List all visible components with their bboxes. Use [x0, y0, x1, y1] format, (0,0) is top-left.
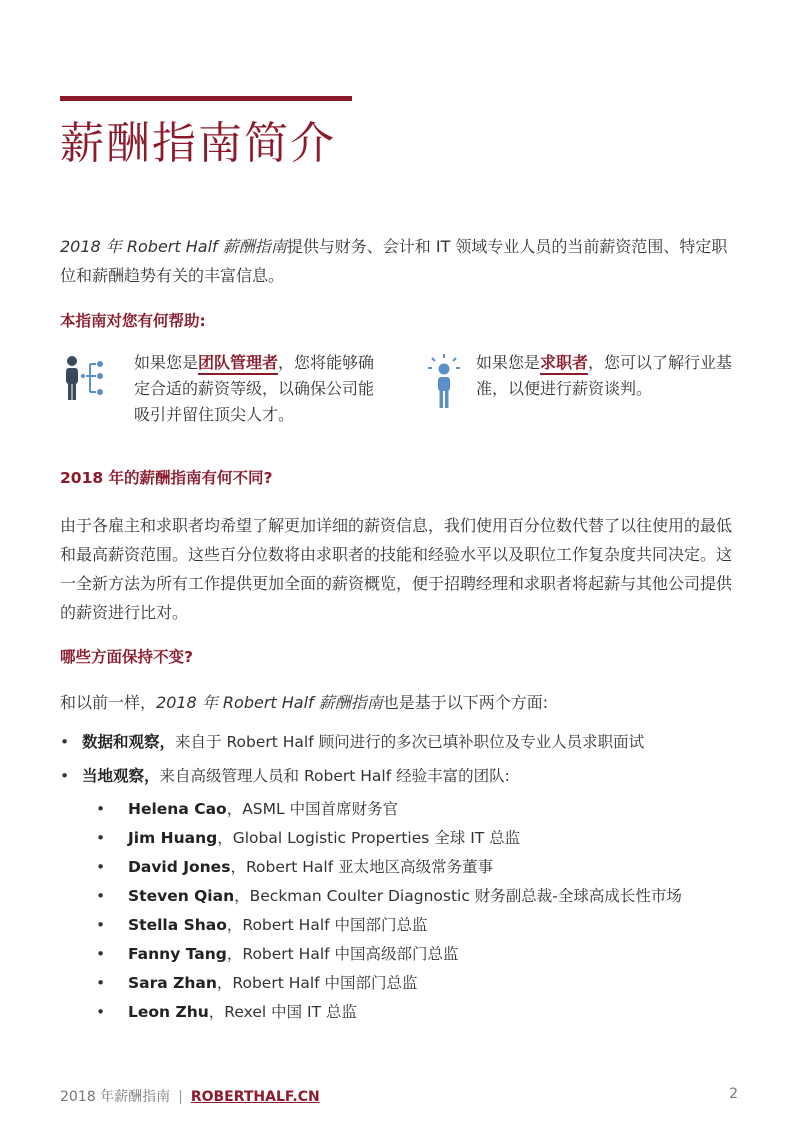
team-manager-highlight: 团队管理者	[198, 353, 278, 375]
team-manager-icon	[62, 354, 112, 404]
title-rule	[60, 96, 352, 101]
bullet-dot: •	[60, 733, 70, 751]
footer-label: 2018 年薪酬指南	[60, 1089, 171, 1105]
help-heading: 本指南对您有何帮助:	[60, 312, 206, 330]
footer	[60, 1086, 320, 1106]
person-item: • Steven Qian，Beckman Coulter Diagnostic 财务副总裁-全球高成长性市场	[96, 887, 682, 905]
intro-guide-name: 薪酬指南	[222, 237, 287, 256]
help-seeker-text: 如果您是求职者，您可以了解行业基准，以便进行薪资谈判。	[476, 353, 733, 398]
same-heading: 哪些方面保持不变?	[60, 648, 193, 666]
intro-year: 2018 年 Robert Half	[60, 237, 223, 256]
diff-paragraph: 由于各雇主和求职者均希望了解更加详细的薪资信息，我们使用百分位数代替了以往使用的最低和最高薪资范围。这些百分位数将由求职者的技能和经验水平以及职位工作复杂度共同决定。这一全新方法为所有工作提供更加全面的薪资概览，便于招聘经理和求职者将起薪与其他公司提供的薪资进行比对。	[60, 516, 733, 622]
page-title: 薪酬指南简介	[60, 118, 336, 169]
same-lead: 和以前一样，2018 年 Robert Half 薪酬指南也是基于以下两个方面:	[60, 693, 549, 712]
intro-paragraph	[60, 232, 742, 290]
person-item: • Stella Shao，Robert Half 中国部门总监	[96, 916, 428, 934]
person-item: • Helena Cao，ASML 中国首席财务官	[96, 800, 399, 818]
footer-site-link[interactable]: ROBERTHALF.CN	[190, 1089, 320, 1105]
footer-separator: |	[178, 1089, 183, 1105]
job-seeker-icon	[424, 352, 464, 412]
diff-heading: 2018 年的薪酬指南有何不同?	[60, 469, 273, 487]
bullet-local-observation: • 当地观察，来自高级管理人员和 Robert Half 经验丰富的团队:	[60, 767, 510, 785]
intro-text: 提供与财务、会计和 IT 领域专业人员的当前薪资范围、特定职位和薪酬趋势有关的丰富信息。	[60, 237, 728, 285]
person-item: • Jim Huang，Global Logistic Properties 全球 IT 总监	[96, 829, 521, 847]
bullet-dot: •	[60, 767, 70, 785]
person-item: • Fanny Tang，Robert Half 中国高级部门总监	[96, 945, 459, 963]
person-item: • David Jones，Robert Half 亚太地区高级常务董事	[96, 858, 494, 876]
page-number: 2	[729, 1086, 738, 1102]
bullet-data-observation: • 数据和观察，来自于 Robert Half 顾问进行的多次已填补职位及专业人员求职面试	[60, 733, 645, 751]
help-manager-text: 如果您是团队管理者，您将能够确定合适的薪资等级，以确保公司能吸引并留住顶尖人才。	[134, 353, 375, 424]
person-item: • Leon Zhu，Rexel 中国 IT 总监	[96, 1003, 357, 1021]
job-seeker-highlight: 求职者	[540, 353, 588, 375]
person-item: • Sara Zhan，Robert Half 中国部门总监	[96, 974, 418, 992]
